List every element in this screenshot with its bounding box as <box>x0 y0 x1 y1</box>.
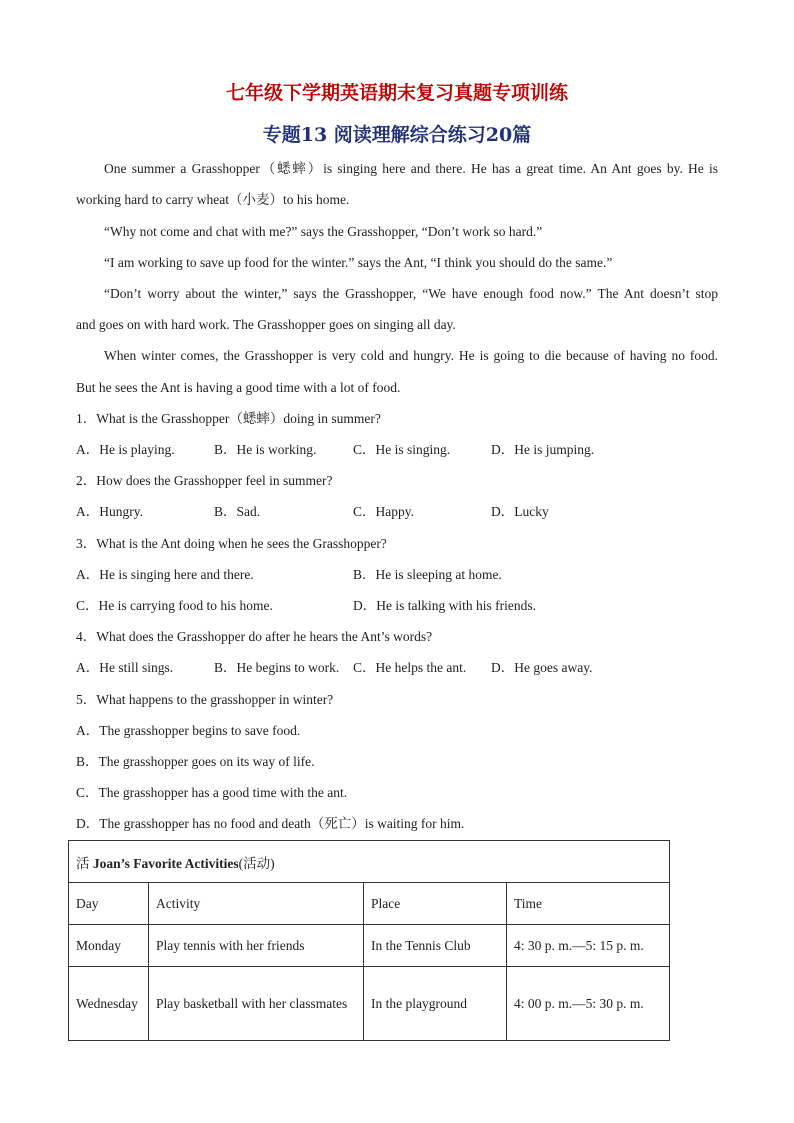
passage-line: “Why not come and chat with me?” says the Grasshopper, “Don’t work so hard.” <box>104 224 543 239</box>
table-cell: Wednesday <box>69 967 149 1041</box>
table-cell: In the playground <box>364 967 507 1041</box>
question-text: 5．What happens to the grasshopper in winter? <box>76 692 334 707</box>
question-text: 4．What does the Grasshopper do after he hears the Ant’s words? <box>76 629 433 644</box>
question-text: 1．What is the Grasshopper（蟋蟀）doing in summer? <box>76 411 381 426</box>
table-cell: 4: 30 p. m.—5: 15 p. m. <box>507 925 670 967</box>
option-a: A．Hungry. <box>76 504 143 519</box>
option-b: B．Sad. <box>214 504 261 519</box>
option-c: C．He helps the ant. <box>353 660 467 675</box>
passage-line: and goes on with hard work. The Grasshopper goes on singing all day. <box>76 317 456 332</box>
page-title: 七年级下学期英语期末复习真题专项训练 <box>225 82 568 104</box>
passage-line: “I am working to save up food for the winter.” says the Ant, “I think you should do the same.” <box>104 255 613 270</box>
table-header-cell: Day <box>69 883 149 925</box>
option-d: D．He is talking with his friends. <box>353 598 536 613</box>
table-header-row <box>69 883 670 925</box>
table-title-row <box>69 841 670 883</box>
table-title-prefix: 活 <box>76 855 93 871</box>
option-c: C．The grasshopper has a good time with the ant. <box>76 785 348 800</box>
option-a: A．He still sings. <box>76 660 174 675</box>
table-cell: 4: 00 p. m.—5: 30 p. m. <box>507 967 670 1041</box>
table-cell: In the Tennis Club <box>364 925 507 967</box>
option-d: D．Lucky <box>491 504 549 519</box>
table-cell: Monday <box>69 925 149 967</box>
option-c: C．He is singing. <box>353 442 451 457</box>
table-title-suffix: (活动) <box>238 855 275 871</box>
table-cell: Play basketball with her classmates <box>149 967 364 1041</box>
table-row <box>69 967 670 1041</box>
option-d: D．He goes away. <box>491 660 593 675</box>
activities-table <box>68 840 670 1041</box>
option-a: A．He is singing here and there. <box>76 567 254 582</box>
option-b: B．The grasshopper goes on its way of life. <box>76 754 315 769</box>
option-c: C．He is carrying food to his home. <box>76 598 273 613</box>
option-b: B．He is working. <box>214 442 317 457</box>
table-title: Joan’s Favorite Activities <box>92 855 239 871</box>
passage-line: One summer a Grasshopper（蟋蟀）is singing here and there. He has a great time. An Ant goes by. He is <box>104 161 718 176</box>
option-d: D．He is jumping. <box>491 442 595 457</box>
table-header-cell: Time <box>507 883 670 925</box>
option-d: D．The grasshopper has no food and death（死亡）is waiting for him. <box>76 816 465 831</box>
table-row <box>69 925 670 967</box>
passage-line: working hard to carry wheat（小麦）to his home. <box>76 192 350 207</box>
passage-line: When winter comes, the Grasshopper is very cold and hungry. He is going to die because of having no food. <box>104 348 718 363</box>
table-cell: Play tennis with her friends <box>149 925 364 967</box>
table-header-cell: Place <box>364 883 507 925</box>
question-text: 3．What is the Ant doing when he sees the Grasshopper? <box>76 536 387 551</box>
option-a: A．The grasshopper begins to save food. <box>76 723 301 738</box>
table-header-cell: Activity <box>149 883 364 925</box>
passage-line: “Don’t worry about the winter,” says the Grasshopper, “We have enough food now.” The Ant doesn’t stop <box>104 286 718 301</box>
table-title-cell <box>69 841 670 883</box>
option-b: B．He is sleeping at home. <box>353 567 502 582</box>
question-text: 2．How does the Grasshopper feel in summer? <box>76 473 333 488</box>
option-c: C．Happy. <box>353 504 414 519</box>
option-b: B．He begins to work. <box>214 660 340 675</box>
option-a: A．He is playing. <box>76 442 175 457</box>
page-subtitle: 专题13 阅读理解综合练习20篇 <box>262 124 532 146</box>
passage-line: But he sees the Ant is having a good time with a lot of food. <box>76 380 401 395</box>
